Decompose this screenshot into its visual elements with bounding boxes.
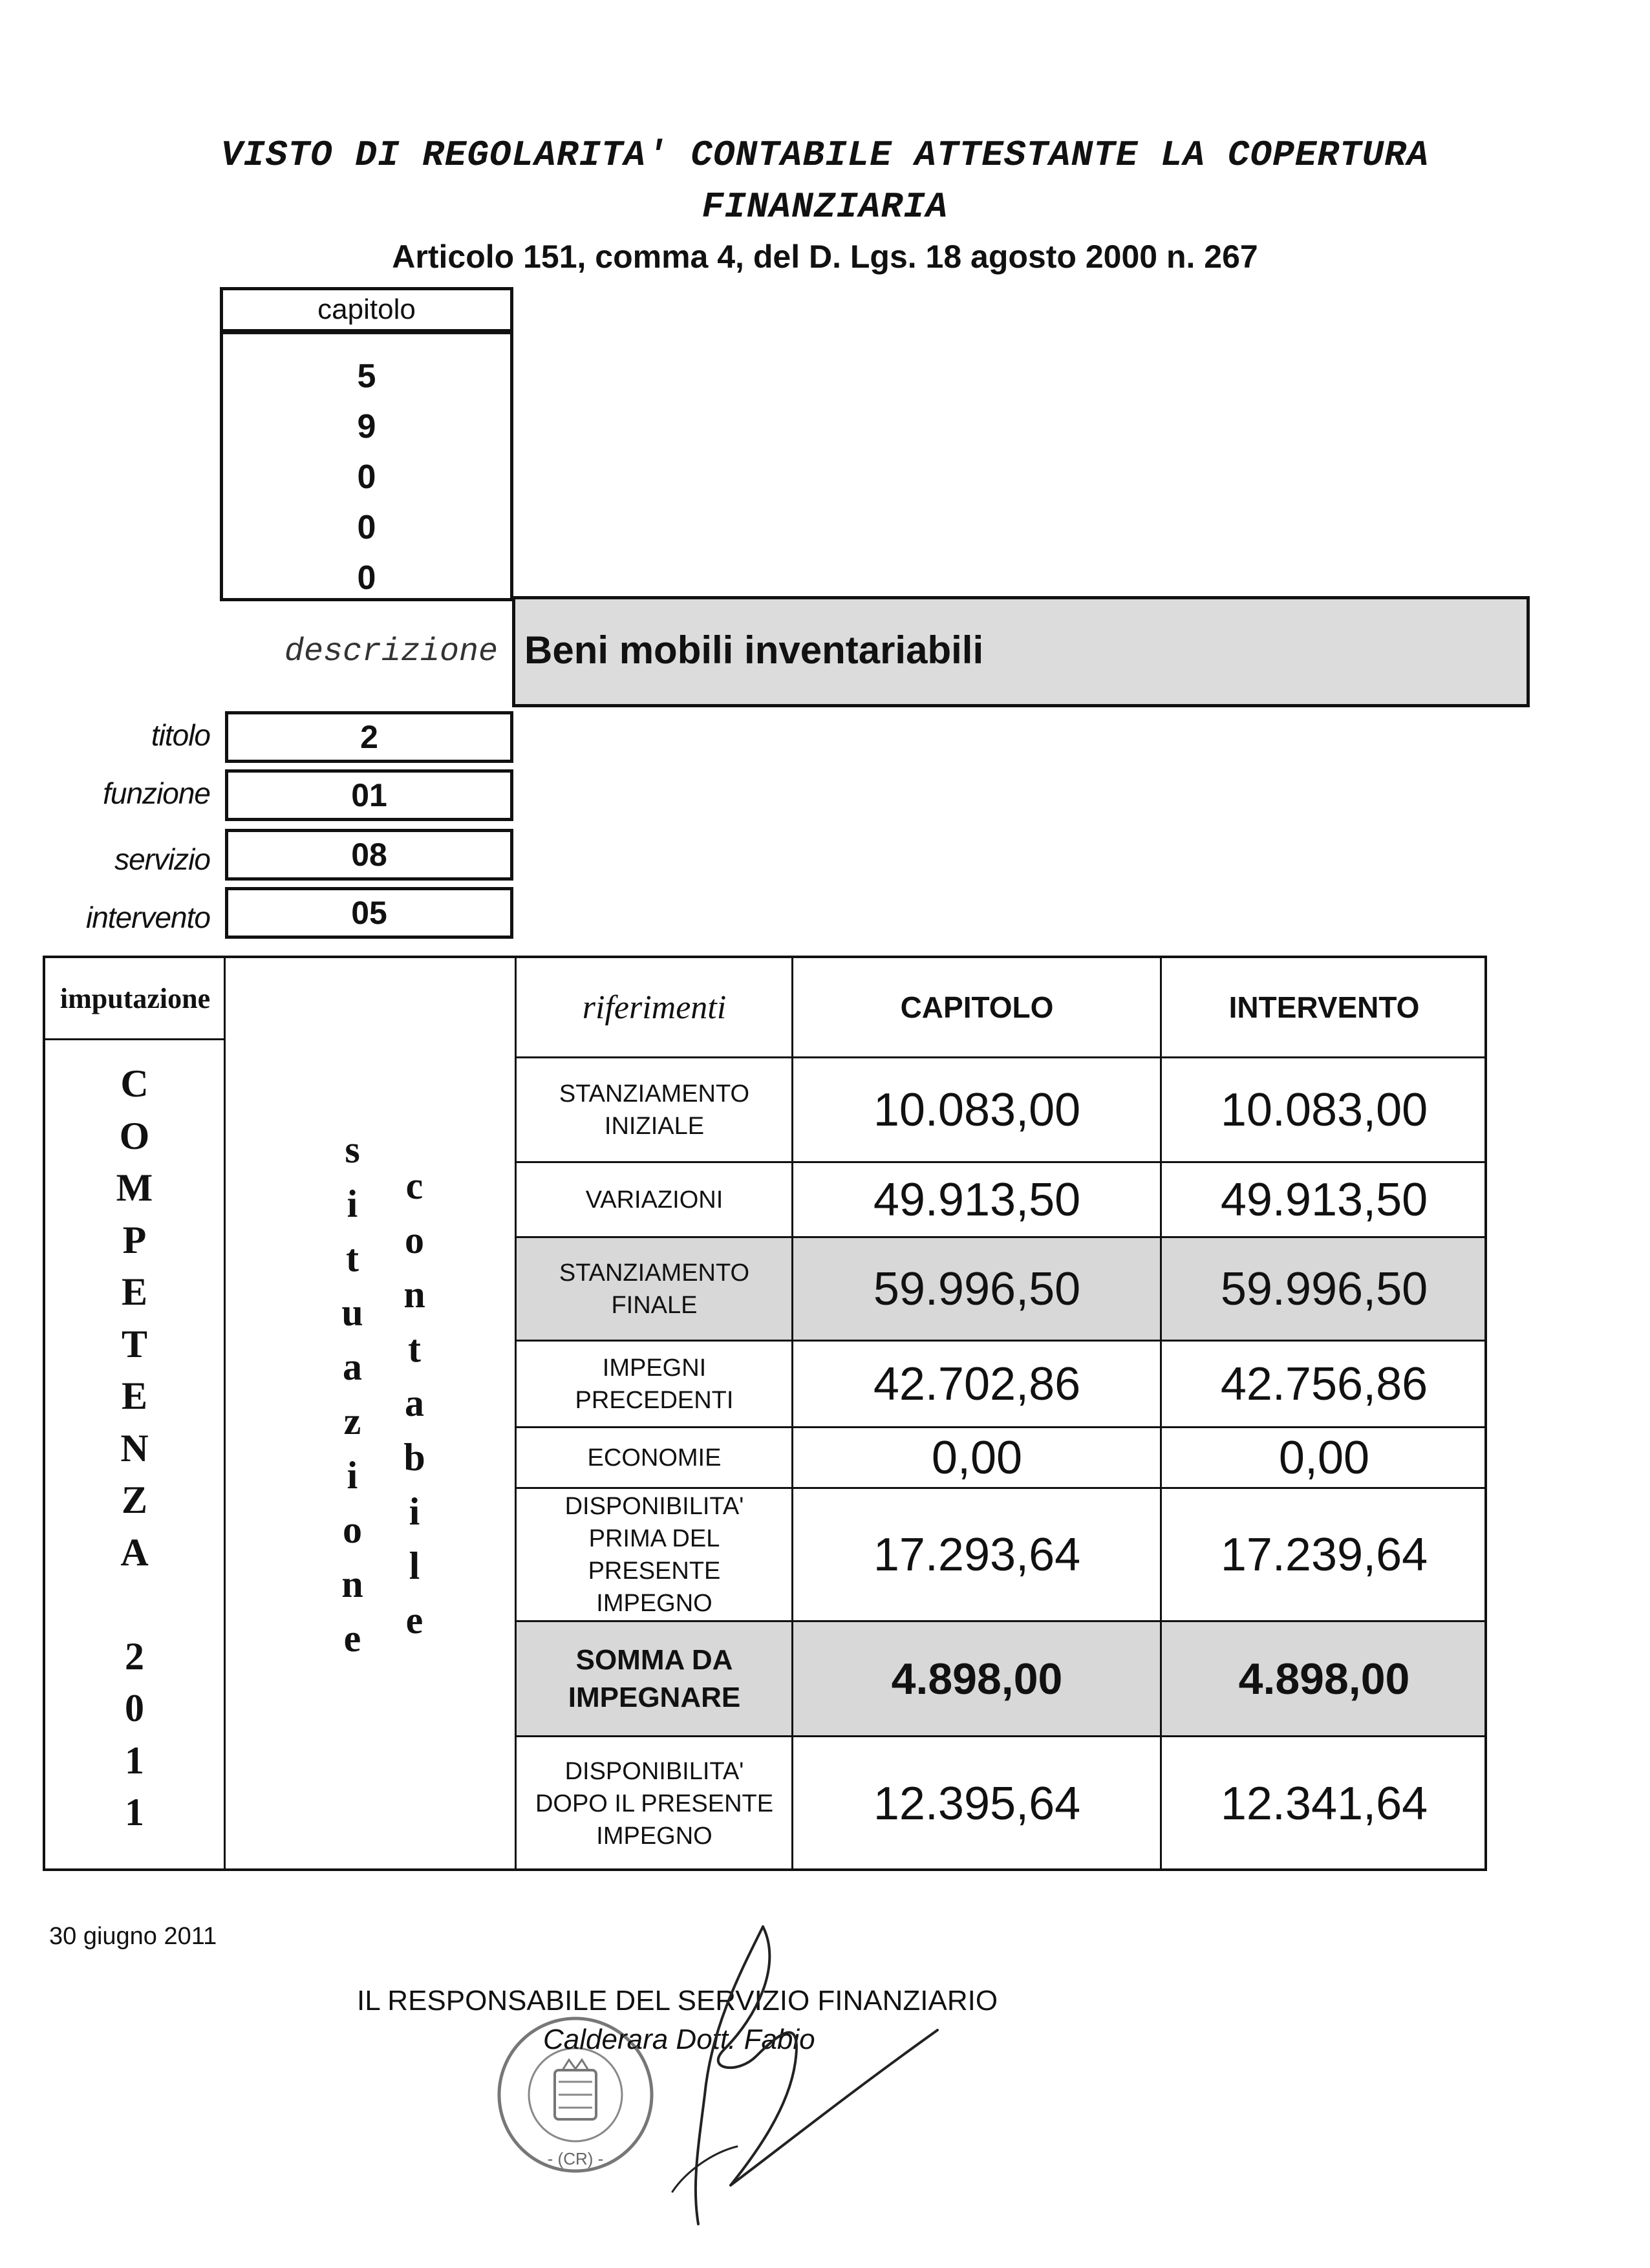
vertical-letter: 0	[125, 1687, 144, 1729]
vertical-letter: a	[343, 1345, 362, 1388]
contabile-vertical-label	[385, 1159, 444, 1647]
servizio-label: servizio	[114, 842, 210, 876]
intervento-economie: 0,00	[1278, 1431, 1370, 1484]
row-label-disponibilita-prima	[516, 1489, 793, 1620]
capitolo-label-box	[220, 287, 513, 332]
vertical-letter: u	[341, 1291, 363, 1334]
vertical-letter: M	[116, 1166, 153, 1209]
document-subtitle: Articolo 151, comma 4, del D. Lgs. 18 agosto 2000 n. 267	[392, 239, 1258, 275]
grid-line	[224, 958, 226, 1868]
capitolo-number	[223, 351, 510, 603]
vertical-letter: l	[409, 1545, 420, 1587]
header-capitolo: CAPITOLO	[900, 990, 1054, 1024]
capitolo-digit: 5	[357, 358, 376, 395]
header-intervento: INTERVENTO	[1228, 990, 1420, 1024]
capitolo-economie: 0,00	[931, 1431, 1023, 1484]
descrizione-label: descrizione	[284, 634, 498, 670]
row-label-line: STANZIAMENTO	[559, 1080, 750, 1107]
intervento-impegni-precedenti: 42.756,86	[1220, 1358, 1428, 1410]
vertical-letter: t	[408, 1327, 421, 1370]
row-label-disponibilita-dopo	[516, 1737, 793, 1870]
vertical-letter: a	[405, 1382, 424, 1424]
vertical-letter: e	[405, 1599, 423, 1642]
vertical-letter: Z	[121, 1479, 148, 1521]
row-label-line: PRIMA DEL	[588, 1524, 720, 1552]
vertical-letter: n	[403, 1273, 425, 1316]
row-label-line: STANZIAMENTO	[559, 1259, 750, 1287]
vertical-letter: O	[119, 1114, 150, 1157]
capitolo-digit: 0	[357, 559, 376, 597]
funzione-label: funzione	[103, 776, 210, 810]
vertical-letter: n	[341, 1563, 363, 1605]
titolo-label: titolo	[151, 718, 210, 752]
vertical-letter: A	[120, 1530, 149, 1574]
capitolo-digit: 0	[357, 458, 376, 496]
row-label-line: ECONOMIE	[587, 1444, 722, 1471]
document-date: 30 giugno 2011	[49, 1923, 217, 1950]
row-label-line: IMPEGNO	[596, 1822, 712, 1850]
capitolo-digit: 9	[357, 408, 376, 445]
capitolo-label: capitolo	[317, 294, 416, 325]
vertical-letter: 1	[125, 1738, 144, 1782]
vertical-letter: i	[409, 1490, 420, 1533]
row-label-line: VARIAZIONI	[585, 1186, 723, 1214]
situazione-vertical-label	[323, 1122, 381, 1665]
row-label-line: DISPONIBILITA'	[564, 1757, 744, 1785]
vertical-letter: i	[347, 1454, 358, 1497]
row-label-line: IMPEGNI	[602, 1354, 707, 1382]
svg-text:- (CR) -: - (CR) -	[547, 2149, 604, 2168]
accounting-table	[43, 956, 1487, 1871]
vertical-letter: E	[121, 1270, 148, 1313]
capitolo-stanziamento-iniziale: 10.083,00	[873, 1084, 1081, 1136]
vertical-letter: b	[403, 1436, 425, 1479]
capitolo-number-box	[220, 331, 513, 601]
vertical-letter: c	[405, 1164, 423, 1207]
vertical-letter: P	[122, 1218, 147, 1261]
row-label-line: SOMMA DA	[575, 1643, 733, 1676]
responsabile-title: IL RESPONSABILE DEL SERVIZIO FINANZIARIO	[357, 1985, 998, 2017]
handwritten-signature	[634, 1901, 970, 2237]
intervento-value: 05	[225, 887, 513, 939]
document-title-line-2: FINANZIARIA	[702, 186, 948, 228]
row-label-line: FINALE	[611, 1291, 698, 1319]
intervento-stanziamento-finale: 59.996,50	[1220, 1263, 1428, 1315]
imputazione-label: imputazione	[59, 982, 211, 1014]
header-riferimenti: riferimenti	[582, 989, 727, 1026]
vertical-letter: o	[343, 1508, 362, 1551]
vertical-letter: T	[121, 1322, 148, 1365]
intervento-disponibilita-prima: 17.239,64	[1220, 1528, 1428, 1581]
intervento-variazioni: 49.913,50	[1220, 1173, 1428, 1226]
row-label-stanziamento-iniziale	[516, 1058, 793, 1161]
row-label-impegni-precedenti	[516, 1342, 793, 1426]
intervento-disponibilita-dopo: 12.341,64	[1220, 1777, 1428, 1830]
capitolo-impegni-precedenti: 42.702,86	[873, 1358, 1081, 1410]
row-label-line: INIZIALE	[604, 1112, 705, 1140]
document-title-line-1: VISTO DI REGOLARITA' CONTABILE ATTESTANTE LA COPERTURA	[220, 134, 1430, 176]
titolo-value: 2	[225, 711, 513, 763]
row-label-line: DOPO IL PRESENTE	[535, 1790, 774, 1817]
row-label-line: PRECEDENTI	[575, 1386, 734, 1414]
row-label-line: IMPEGNO	[596, 1589, 712, 1617]
capitolo-disponibilita-prima: 17.293,64	[873, 1528, 1081, 1581]
vertical-letter: C	[120, 1062, 149, 1105]
vertical-letter: 2	[125, 1634, 144, 1678]
descrizione-box	[512, 596, 1530, 707]
vertical-letter: o	[405, 1219, 424, 1261]
vertical-letter: i	[347, 1182, 358, 1225]
row-label-economie	[516, 1428, 793, 1487]
vertical-letter: z	[343, 1400, 361, 1442]
descrizione-value: Beni mobili inventariabili	[524, 628, 984, 672]
row-label-line: PRESENTE	[588, 1557, 721, 1585]
vertical-letter: e	[343, 1617, 361, 1660]
intervento-somma-da-impegnare: 4.898,00	[1238, 1654, 1410, 1704]
vertical-letter: s	[345, 1128, 360, 1171]
vertical-letter: 1	[125, 1791, 144, 1834]
grid-line	[45, 1038, 226, 1040]
row-label-stanziamento-finale	[516, 1238, 793, 1340]
intervento-label: intervento	[85, 901, 210, 934]
capitolo-somma-da-impegnare: 4.898,00	[891, 1654, 1063, 1704]
vertical-letter: t	[346, 1237, 359, 1279]
capitolo-digit: 0	[357, 509, 376, 546]
capitolo-stanziamento-finale: 59.996,50	[873, 1263, 1081, 1315]
row-label-somma-da-impegnare	[516, 1622, 793, 1735]
capitolo-disponibilita-dopo: 12.395,64	[873, 1777, 1081, 1830]
vertical-letter: N	[120, 1426, 149, 1470]
responsabile-name: Calderara Dott. Fabio	[543, 2024, 815, 2055]
vertical-letter	[45, 1578, 224, 1631]
row-label-line: DISPONIBILITA'	[564, 1492, 744, 1520]
competenza-vertical-label	[45, 1058, 224, 1839]
intervento-stanziamento-iniziale: 10.083,00	[1220, 1084, 1428, 1136]
row-label-line: IMPEGNARE	[568, 1681, 741, 1713]
vertical-letter: E	[121, 1375, 148, 1417]
capitolo-variazioni: 49.913,50	[873, 1173, 1081, 1226]
servizio-value: 08	[225, 829, 513, 881]
funzione-value: 01	[225, 769, 513, 821]
row-label-variazioni	[516, 1163, 793, 1236]
